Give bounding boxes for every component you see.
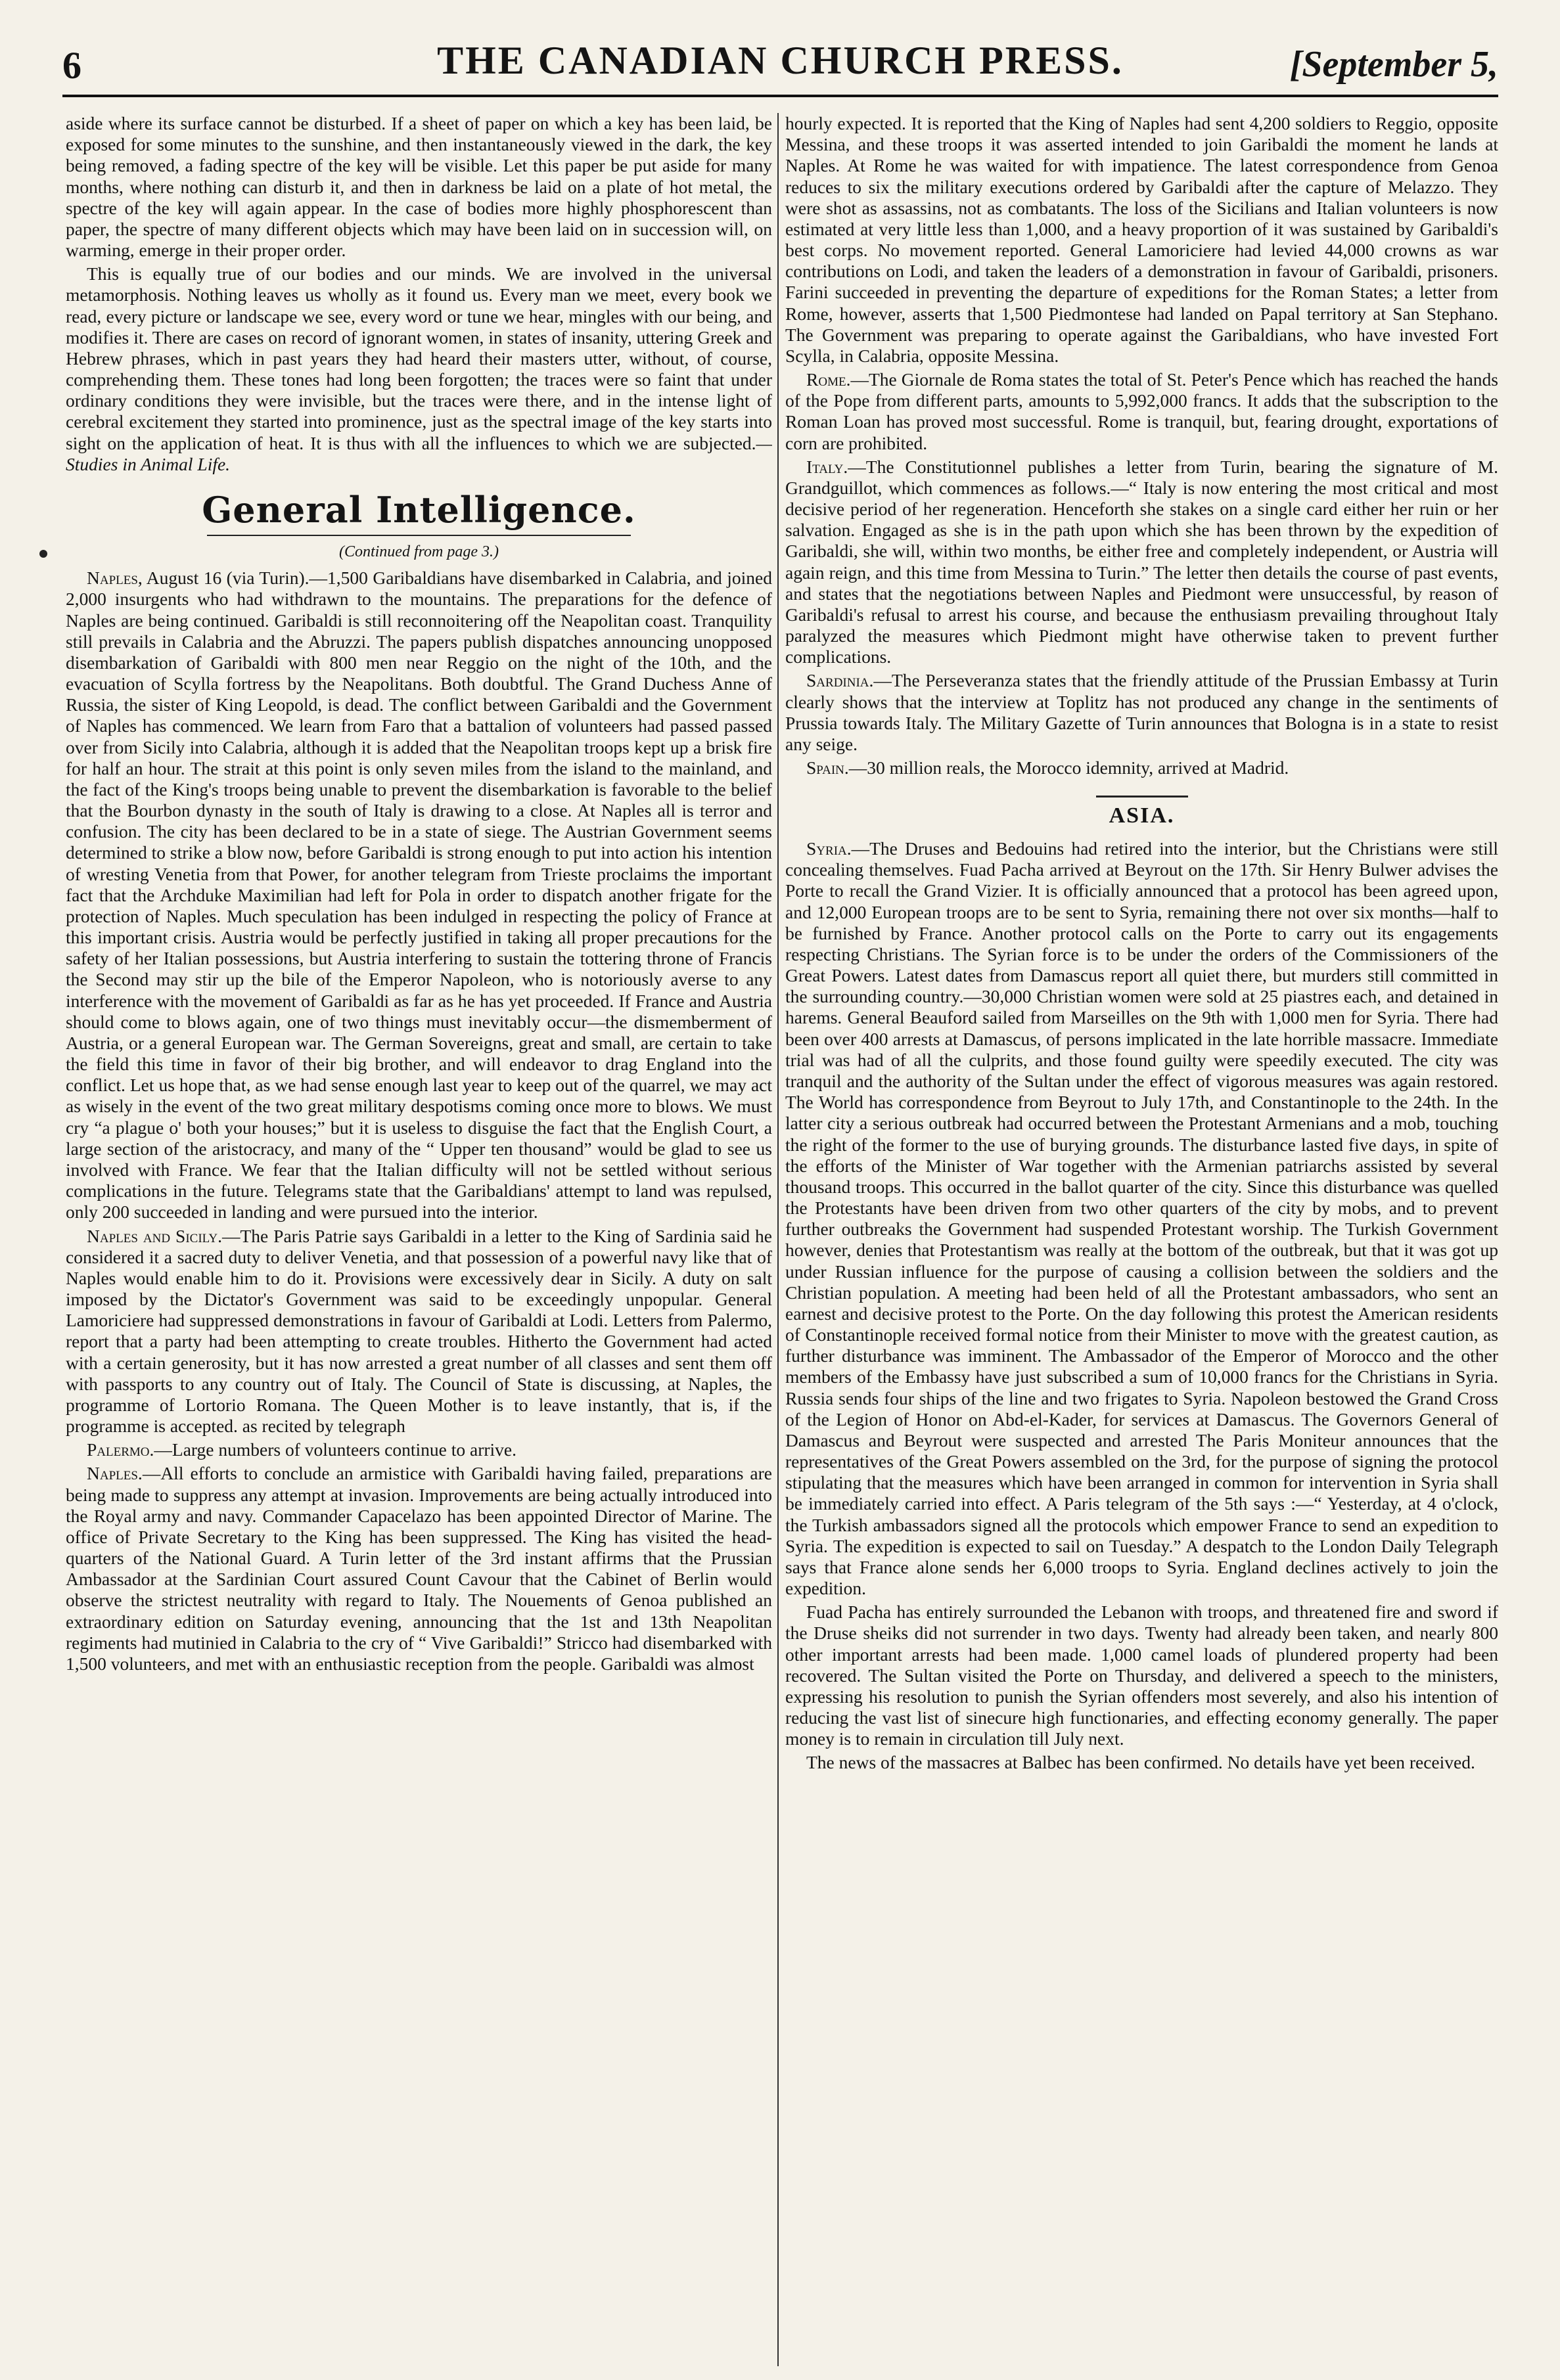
page-number: 6 — [62, 44, 81, 87]
news-item: Syria.—The Druses and Bedouins had retired into the interior, but the Christians were still concealing themselves. Fuad Pacha arrived at Beyrout on the 17th. Sir Henry Bulwer advises the Porte to recall the Grand Vizier. It is officially announced that a protocol has been agreed upon, and 12,000 European troops are to be sent to Syria, remaining there not over six months—half to be furnished by France. Another protocol calls on the Porte to carry out its engagements respecting Christians. The Syrian force is to be under the orders of the Commissioners of the Great Powers. Latest dates from Damascus report all quiet there, but murders still committed in the surrounding country.—30,000 Christian women were sold at 25 piastres each, and detained in harems. General Beauford sailed from Marseilles on the 9th with 1,000 men for Syria. There had been over 400 arrests at Damascus, of persons implicated in the late horrible massacre. Immediate trial was had of all the culprits, and those found guilty were speedily executed. The city was tranquil and the authority of the Sultan under the effect of vigorous measures was again restored. The World has correspondence from Beyrout to July 17th, and Constantinople to the 24th. In the latter city a serious outbreak had occurred between the Protestant Armenians and a mob, touching the right of the former to the use of burying grounds. The disturbance lasted five days, in spite of the efforts of the Minister of War together with the Armenian patriarchs assisted by several thousand troops. This occurred in the ballot quarter of the city. Since this disturbance was quelled the Protestants have been driven from two other quarters of the city by mobs, and to prevent further outbreaks the Government had suspended Protestant worship. The Turkish Government however, denies that Protestantism was really at the bottom of the outbreak, but that it was got up under Russian influence for the purpose of causing a collision between the soldiers and the Christian population. A meeting had been held of all the Protestant ambassadors, who sent an earnest and decisive protest to the Porte. On the day following this protest the American residents of Constantinople received formal notice from their Minister to move with the greatest caution, as further disturbance was imminent. The Ambassador of the Emperor of Morocco and the other members of the Embassy have just subscribed a sum of 10,000 francs for the Christians in Syria. Russia sends four ships of the line and two frigates to Syria. Napoleon bestowed the Grand Cross of the Legion of Honor on Abd-el-Kader, for services at Damascus. The Governors General of Damascus and Beyrout were suspected and arrested The Paris Moniteur announces that the representatives of the Great Powers assembled on the 3rd, for the purpose of signing the protocol stipulating that the measures which have been arranged in common for intervention in Syria shall be immediately carried into effect. A Paris telegram of the 5th says :—“ Yesterday, at 4 o'clock, the Turkish ambassadors signed all the protocols which empower France to send an expedition to Syria. The expedition is expected to sail on Tuesday.” A despatch to the London Daily Telegraph says that France alone sends her 6,000 troops to Syria. England declines actively to join the expedition. — [785, 838, 1498, 1599]
column-rule — [777, 113, 779, 2366]
dateline: Spain. — [806, 757, 849, 778]
issue-date: [September 5, — [1289, 44, 1498, 85]
news-item: Palermo.—Large numbers of volunteers continue to arrive. — [87, 1439, 517, 1460]
news-item: Spain.—30 million reals, the Morocco idemnity, arrived at Madrid. — [806, 757, 1289, 778]
article-paragraph: This is equally true of our bodies and our minds. We are involved in the universal metamorphosis. Nothing leaves us wholly as it found us. Every man we meet, every book we read, every picture or landscape we see, every word or tune we hear, mingles with our being, and modifies it. There are cases on record of ignorant women, in states of insanity, uttering Greek and Hebrew phrases, which in past years they had heard their masters utter, without, of course, comprehending them. These tones had long been forgotten; the traces were so faint that under ordinary conditions they were invisible, but the traces were there, and in the intense light of cerebral excitement they started into prominence, just as the spectral image of the key starts into sight on the application of heat. It is thus with all the influences to which we are subjected.—Studies in Animal Life. — [66, 263, 772, 474]
news-item: Fuad Pacha has entirely surrounded the Lebanon with troops, and threatened fire and sword if the Druse sheiks did not surrender in two days. Twenty had already been taken, and nearly 800 other important arrests had been made. 1,000 camel loads of plundered property had been recovered. The Sultan visited the Porte on Thursday, and delivered a speech to the ministers, expressing his resolution to punish the Syrian offenders most severely, and also his intention of reducing the vast list of sinecure high functionaries, and effecting economy generally. The paper money is to remain in circulation till July next. — [785, 1602, 1498, 1749]
continued-note: (Continued from page 3.) — [338, 543, 499, 561]
news-item: hourly expected. It is reported that the King of Naples had sent 4,200 soldiers to Reggio, opposite Messina, and these troops it was asserted intended to join Garibaldi the moment he lands at Naples. At Rome he was waited for with impatience. The latest correspondence from Genoa reduces to six the military executions ordered by Garibaldi after the capture of Melazzo. They were shot as assassins, not as combatants. The loss of the Sicilians and Italian volunteers is now estimated at very little less than 1,000, and a heavy proportion of it was sustained by Garibaldi's best corps. No movement reported. General Lamoriciere had levied 44,000 crowns as war contributions on Lodi, and taken the leaders of a demonstration in favour of Garibaldi, prisoners. Farini succeeded in preventing the departure of expeditions for the Roman States; a letter from Rome, however, asserts that 1,500 Piedmontese had landed on Papal territory at San Stephano. The Government was preparing to operate against the Garibaldians, who have invested Fort Scylla, in Calabria, opposite Messina. — [785, 113, 1498, 366]
divider — [1096, 796, 1188, 797]
dateline: Italy. — [806, 456, 848, 477]
section-heading-asia: ASIA. — [785, 796, 1498, 829]
dateline: Sardinia. — [806, 670, 874, 691]
dateline: Naples. — [87, 1463, 143, 1484]
dateline: Naples and Sicily. — [87, 1225, 222, 1246]
news-item: Naples and Sicily.—The Paris Patrie says Garibaldi in a letter to the King of Sardinia said he considered it a sacred duty to deliver Venetia, and that possession of a powerful navy like that of Naples would enable him to do it. Provisions were excessively dear in Sicily. A duty on salt imposed by the Dictator's Government was said to be exceedingly unpopular. General Lamoriciere had suppressed demonstrations in favour of Garibaldi at Lodi. Letters from Palermo, report that a party had been attempting to create troubles. Hitherto the Government had acted with a certain generosity, but it has now arrested a great number of all classes and sent them off with passports to any country out of Italy. The Council of State is discussing, at Naples, the programme of Lortorio Romana. The Queen Mother is to leave instantly, that is, if the programme is accepted. as recited by telegraph — [66, 1225, 772, 1437]
section-banner: General Intelligence. — [202, 488, 636, 531]
news-item: The news of the massacres at Balbec has been confirmed. No details have yet been received. — [806, 1752, 1475, 1773]
divider — [207, 535, 631, 536]
right-column — [785, 113, 1498, 2360]
source-attribution: —Studies in Animal Life. — [66, 432, 772, 474]
margin-bullet-mark — [39, 550, 47, 558]
news-item: Naples.—All efforts to conclude an armistice with Garibaldi having failed, preparations are being made to suppress any attempt at invasion. Improvements are being actually introduced into the Royal army and navy. Commander Capacelazo has been appointed Director of Marine. The office of Private Secretary to the King has been suppressed. The King has visited the head-quarters of the National Guard. A Turin letter of the 3rd instant affirms that the Prussian Ambassador at the Sardinian Court assured Count Cavour that the Cabinet of Berlin would observe the strictest neutrality with regard to Italy. The Nouements of Genoa published an extraordinary edition on Saturday evening, announcing that the 1st and 13th Neapolitan regiments had mutinied in Calabria to the cry of “ Vive Garibaldi!” Stricco had disembarked with 1,500 volunteers, and met with an enthusiastic reception from the people. Garibaldi was almost — [66, 1463, 772, 1674]
dateline: Syria. — [806, 838, 852, 859]
masthead — [62, 38, 1498, 97]
dateline: Palermo. — [87, 1439, 154, 1460]
news-item: Rome.—The Giornale de Roma states the total of St. Peter's Pence which has reached the hands of the Pope from different parts, amounts to 5,992,000 francs. It adds that the subscription to the Roman Loan has proved most successful. Rome is tranquil, but, fearing drought, exportations of corn are prohibited. — [785, 369, 1498, 453]
dateline: Naples, — [87, 568, 143, 589]
left-column — [66, 113, 772, 2360]
newspaper-title: THE CANADIAN CHURCH PRESS. — [437, 39, 1124, 82]
dateline: Rome. — [806, 369, 851, 390]
news-item: Sardinia.—The Perseveranza states that the friendly attitude of the Prussian Embassy at Turin clearly shows that the interview at Toplitz has not produced any change in the sentiments of Prussia towards Italy. The Military Gazette of Turin announces that Bologna is in a state to resist any seige. — [785, 670, 1498, 754]
news-item: Naples, August 16 (via Turin).—1,500 Garibaldians have disembarked in Calabria, and joined 2,000 insurgents who had withdrawn to the mountains. The preparations for the defence of Naples are being continued. Garibaldi is still reconnoitering off the Neapolitan coast. Tranquility still prevails in Calabria and the Abruzzi. The papers publish dispatches announcing unopposed disembarkation of Garibaldi with 800 men near Reggio on the night of the 10th, and the evacuation of Scylla fortress by the Neapolitans. Both doubtful. The Grand Duchess Anne of Russia, the sister of King Leopold, is dead. The conflict between Garibaldi and the Government of Naples has commenced. We learn from Faro that a battalion of volunteers had passed passed over from Sicily into Calabria, although it is added that the Neapolitan troops kept up a brisk fire for half an hour. The strait at this point is only seven miles from the island to the mainland, and the fact of the King's troops being unable to prevent the disembarkation is favorable to the belief that the Bourbon dynasty in the south of Italy is drawing to a close. At Naples all is terror and confusion. The city has been declared to be in a state of siege. The Austrian Government seems determined to strike a blow now, before Garibaldi is strong enough to put into action his intention of wresting Venetia from that Power, for another telegram from Trieste proclaims the important fact that the Archduke Maximilian had left for Pola in order to dispatch another frigate for the protection of Naples. Much speculation has been indulged in respecting the policy of France at this important crisis. Austria would be perfectly justified in taking all proper precautions for the safety of her Italian possessions, but Austria interfering to sustain the tottering throne of Francis the Second may stir up the bile of the Emperor Napoleon, who is notoriously averse to any interference with the movement of Garibaldi as far as he has yet proceeded. If France and Austria should come to blows again, one of two things must inevitably occur—the dismemberment of Austria, or a general European war. The German Sovereigns, great and small, are certain to take the field this time in favor of their big brother, and will endeavor to drag England into the conflict. Let us hope that, as we had sense enough last year to keep out of the quarrel, we may act as wisely in the event of the two great military despotisms coming once more to blows. We must cry “a plague o' both your houses;” but it is useless to disguise the fact that the English Court, a large section of the aristocracy, and many of the “ Upper ten thousand” would be glad to see us involved with France. We fear that the Italian difficulty will not be settled without serious complications in the future. Telegrams state that the Garibaldians' attempt to land was repulsed, only 200 succeeded in landing and were pursued into the interior. — [66, 568, 772, 1223]
news-item: Italy.—The Constitutionnel publishes a letter from Turin, bearing the signature of M. Grandguillot, which commences as follows.—“ Italy is now entering the most critical and most decisive period of her regeneration. Henceforth she stakes on a single card either her ruin or her salvation. Engaged as she is in the path upon which she has been thrown by the expedition of Garibaldi, she will, within two months, be either free and completely independent, or Austria will again reign, and this time from Messina to Turin.” The letter then details the course of past events, and states that the negotiations between Naples and Piedmont were unsuccessful, by reason of Garibaldi's refusal to arrest his course, and because the enthusiasm prevailing throughout Italy paralyzed the measures which Piedmont might have otherwise taken to prevent further complications. — [785, 456, 1498, 667]
article-paragraph: aside where its surface cannot be disturbed. If a sheet of paper on which a key has been laid, be exposed for some minutes to the sunshine, and then instantaneously viewed in the dark, the key being removed, a fading spectre of the key will be visible. Let this paper be put aside for many months, where nothing can disturb it, and then in darkness be laid on a plate of hot metal, the spectre of the key will again appear. In the case of bodies more highly phosphorescent than paper, the spectre of many different objects which may have been laid on in succession will, on warming, emerge in their proper order. — [66, 113, 772, 261]
